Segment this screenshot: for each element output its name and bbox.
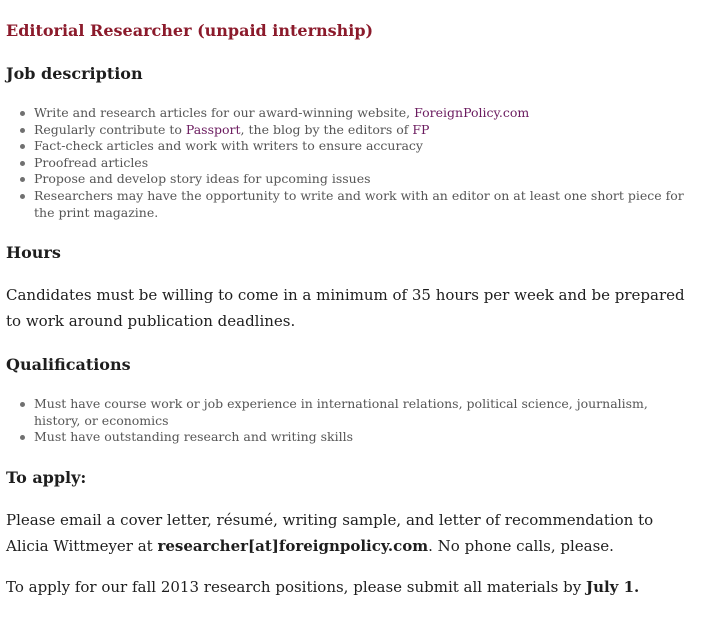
qualifications-heading: Qualifications (6, 355, 131, 374)
list-item-text: Propose and develop story ideas for upcoming issues (34, 171, 371, 187)
job-description-heading: Job description (6, 64, 143, 83)
list-item (34, 429, 696, 446)
list-item-text: Regularly contribute to (34, 121, 186, 137)
list-item (34, 138, 696, 155)
apply-instructions (6, 508, 686, 559)
hours-text: Candidates must be willing to come in a minimum of 35 hours per week and be prepared to work around publication deadlines. (6, 286, 685, 330)
bullet-icon (20, 128, 25, 133)
list-item (34, 171, 696, 188)
bullet-icon (20, 161, 25, 166)
apply-deadline (6, 575, 686, 601)
qualifications-list (6, 396, 696, 446)
fp-link[interactable]: FP (412, 121, 430, 137)
deadline-text: To apply for our fall 2013 research positions, please submit all materials by (6, 578, 586, 596)
list-item-text: Fact-check articles and work with writers to ensure accuracy (34, 138, 423, 154)
apply-text: . No phone calls, please. (428, 536, 614, 555)
apply-email: researcher[at]foreignpolicy.com (157, 536, 429, 555)
list-item (34, 396, 696, 429)
list-item-text: , the blog by the editors of (240, 121, 413, 137)
deadline-date: July 1. (585, 578, 640, 596)
apply-text: Please email a cover letter, résumé, writing sample, and letter of recommendation to Alicia Wittmeyer at (6, 511, 654, 555)
page-title: Editorial Researcher (unpaid internship) (6, 21, 374, 40)
bullet-icon (20, 144, 25, 149)
list-item (34, 105, 696, 122)
list-item (34, 155, 696, 172)
to-apply-heading: To apply: (6, 468, 87, 487)
list-item-text: Must have course work or job experience in international relations, political science, journalism, history, or economics (34, 396, 648, 428)
bullet-icon (20, 402, 25, 407)
list-item (34, 122, 696, 139)
bullet-icon (20, 177, 25, 182)
list-item-text: Write and research articles for our award-winning website, (34, 105, 415, 120)
list-item-text: Researchers may have the opportunity to write and work with an editor on at least one short piece for the print magazine. (34, 187, 684, 220)
bullet-icon (20, 194, 25, 199)
bullet-icon (20, 435, 25, 440)
list-item-text: Must have outstanding research and writing skills (34, 429, 353, 445)
list-item (34, 188, 696, 221)
job-description-list (6, 105, 696, 221)
foreignpolicy-link[interactable]: ForeignPolicy.com (414, 105, 530, 120)
bullet-icon (20, 111, 25, 116)
hours-heading: Hours (6, 243, 61, 262)
list-item-text: Proofread articles (34, 154, 149, 170)
passport-link[interactable]: Passport (185, 121, 241, 137)
